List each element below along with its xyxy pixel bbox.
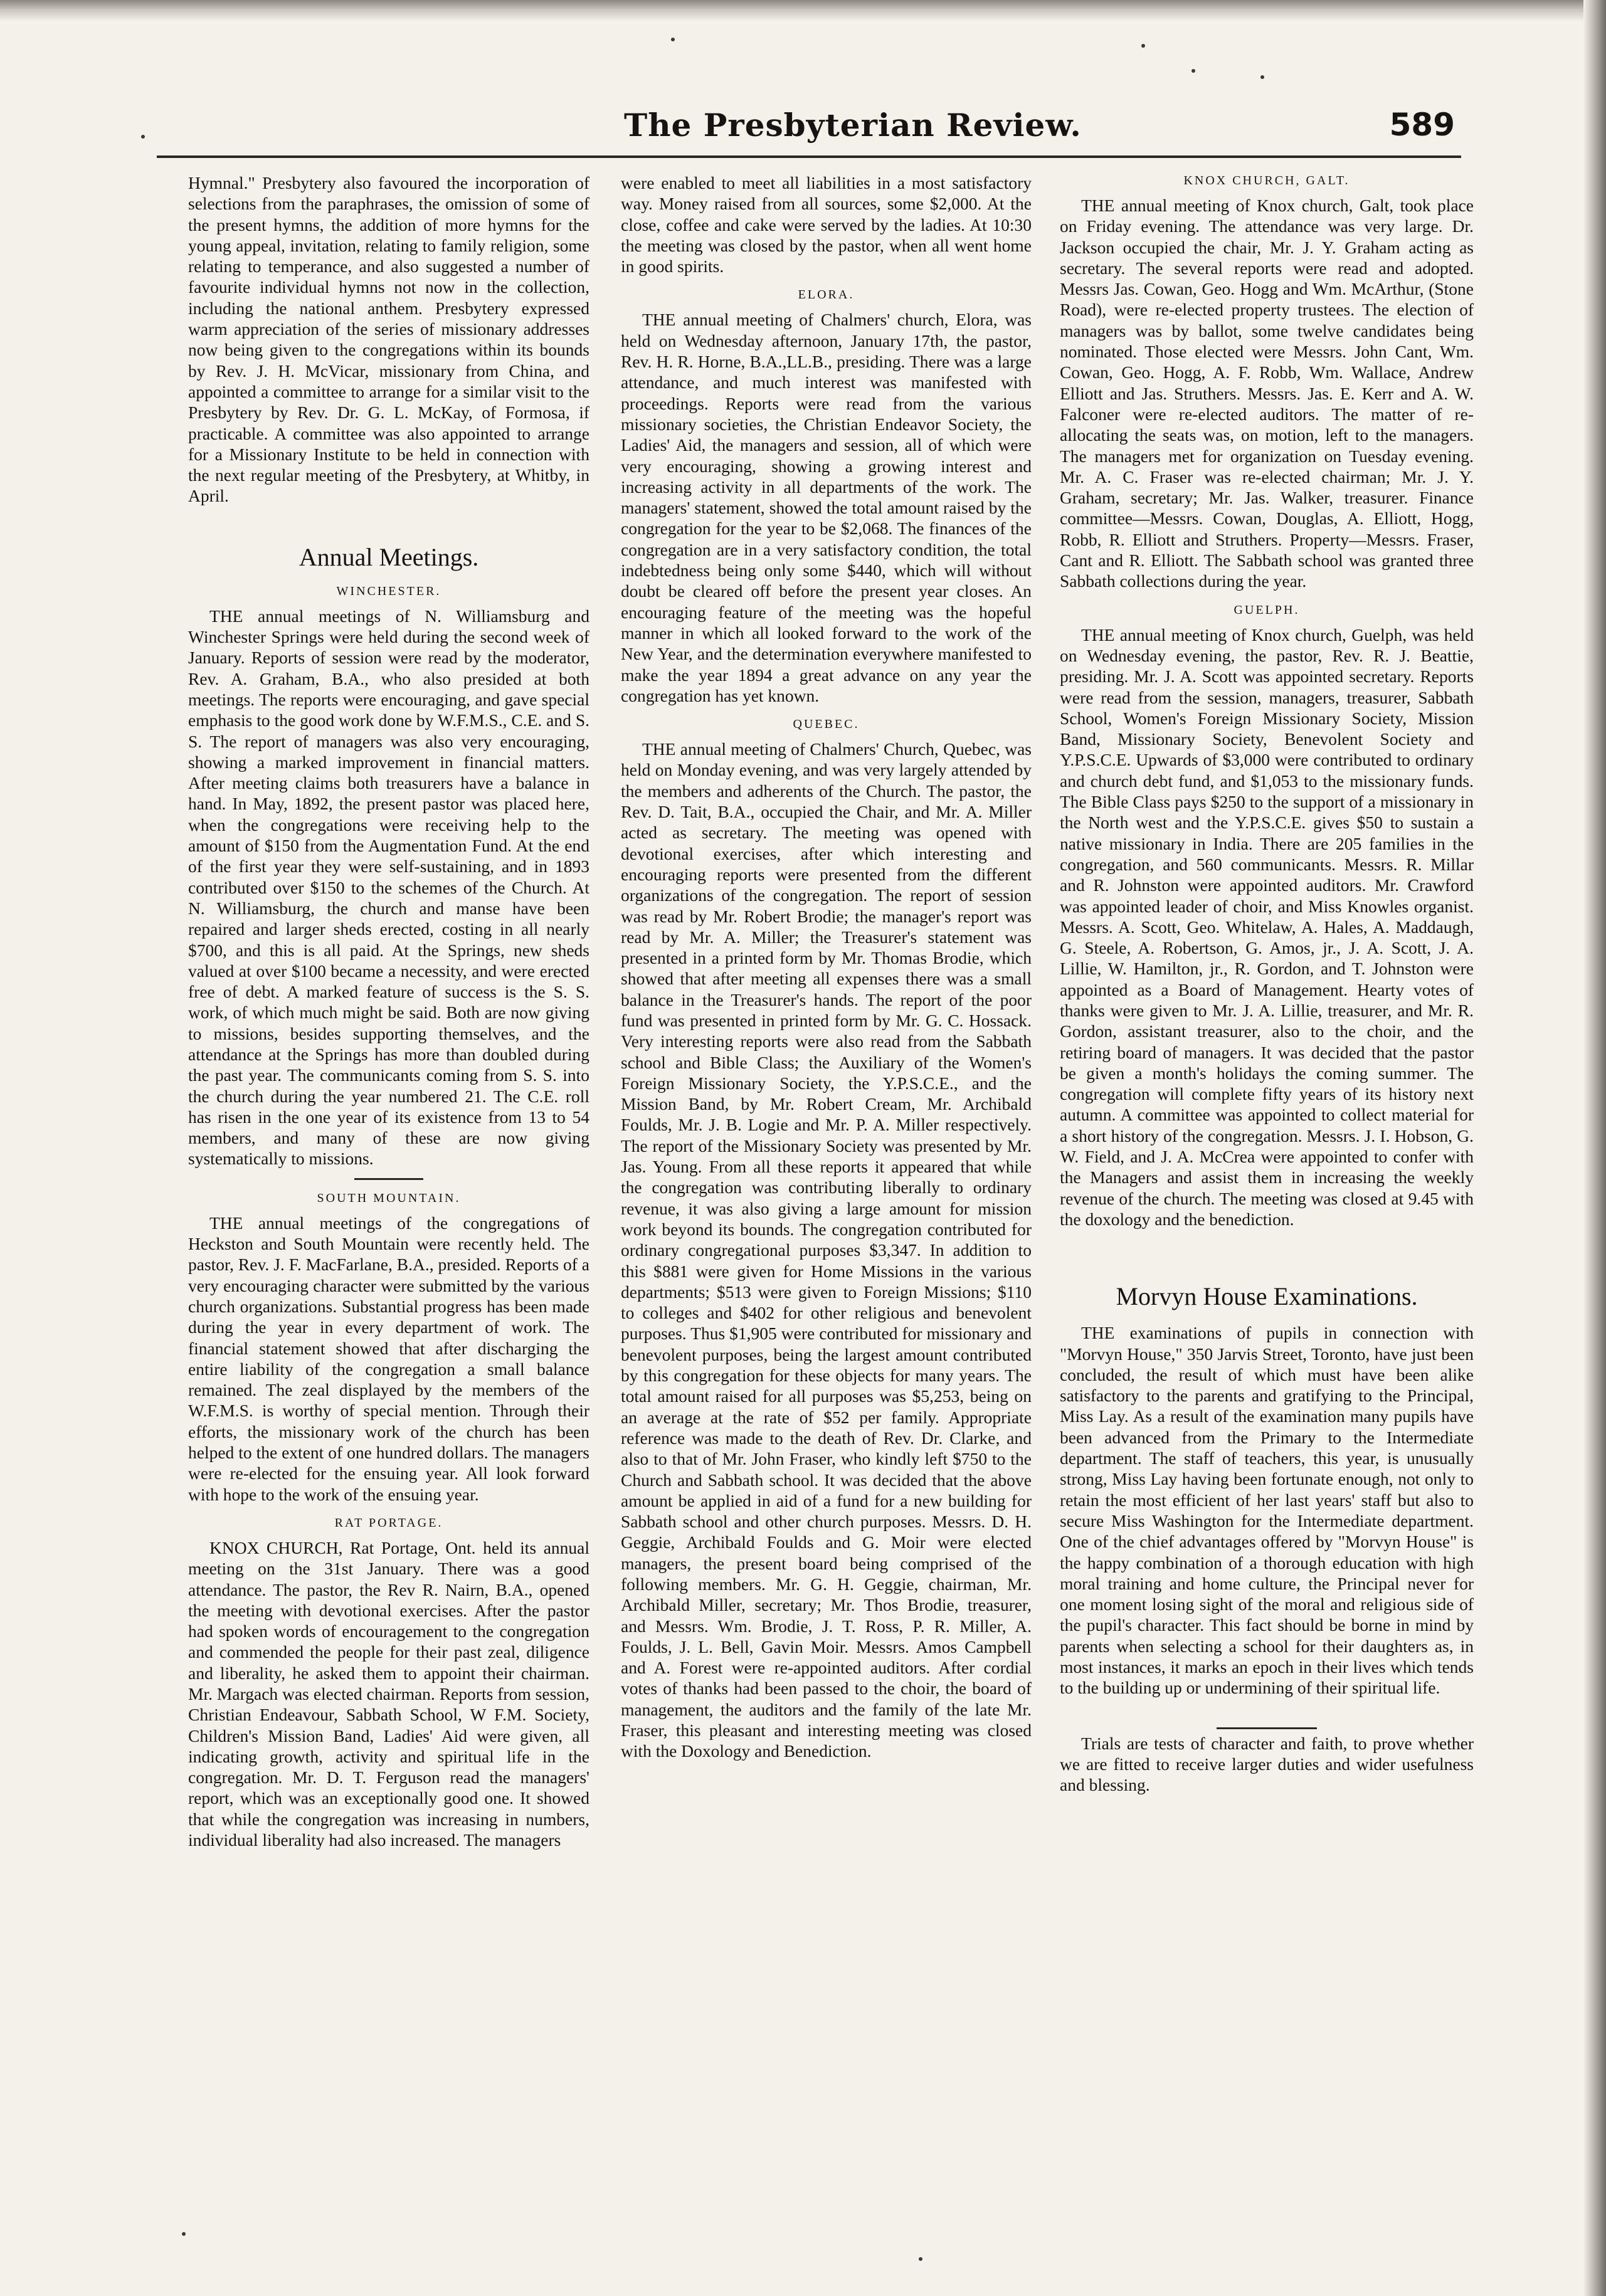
subhead-guelph: GUELPH. [1234, 603, 1300, 617]
presbytery-continuation: Hymnal." Presbytery also favoured the incorporation of selections from the paraphrases, the omission of some of the present hymns, the addition of more hymns for the young appeal, invitation, relating to family religion, some relating to temperance, and also suggested a number of favourite individual hymns not now in the collection, including the national anthem. Presbytery expressed warm appreciation of the series of missionary addresses now being given to the congregations within its bounds by Rev. J. H. McVicar, missionary from China, and appointed a committee to arrange for a similar visit to the Presbytery by Rev. Dr. G. L. McKay, of Formosa, if practicable. A committee was also appointed to arrange for a Missionary Institute to be held in connection with the next regular meeting of the Presbytery, at Whitby, in April. [188, 173, 589, 506]
page-title: The Presbyterian Review. [624, 107, 1082, 144]
ink-speck [919, 2257, 922, 2261]
article-south-mountain: THE annual meetings of the congregations of Heckston and South Mountain were recently held. The pastor, Rev. J. F. MacFarlane, B.A., presided. Reports of a very encouraging character were submitted by the various church organizations. Substantial progress has been made during the year in every department of work. The financial statement showed that after discharging the entire liability of the congregation a small balance remained. The zeal displayed by the members of the W.F.M.S. is worthy of special mention. Through their efforts, the missionary work of the church has been helped to the extent of one hundred dollars. The managers were re-elected for the ensuing year. All look forward with hope to the work of the ensuing year. [188, 1213, 589, 1504]
section-title-annual-meetings: Annual Meetings. [298, 542, 479, 571]
column-middle [621, 172, 1032, 1762]
article-guelph: THE annual meeting of Knox church, Guelph, was held on Wednesday evening, the pastor, Rev. R. J. Beattie, presiding. Mr. J. A. Scott was appointed secretary. Reports were read from the session, managers, treasurer, Sabbath School, Women's Foreign Missionary Society, Mission Band, Missionary Society, Benevolent Society and Y.P.S.C.E. Upwards of $3,000 were contributed to ordinary and church debt fund, and $1,053 to the missionary funds. The Bible Class pays $250 to the support of a missionary in the North west and the Y.P.S.C.E. gives $50 to sustain a native missionary in India. There are 205 families in the congregation, and 560 communicants. Messrs. R. Millar and R. Johnston were appointed auditors. Mr. Crawford was appointed leader of choir, and Miss Knowles organist. Messrs. A. Scott, Geo. Whitelaw, A. Hales, A. Maddaugh, G. Steele, A. Robertson, G. Amos, jr., J. A. Scott, J. A. Lillie, W. Hamilton, jr., R. Gordon, and T. Johnston were appointed as a Board of Management. Hearty votes of thanks were given to Mr. J. A. Lillie, treasurer, and Mr. R. Gordon, assistant treasurer, also to the choir, and the retiring board of managers. It was decided that the pastor be given a month's holidays the coming summer. The congregation will complete fifty years of its history next autumn. A committee was appointed to collect material for a short history of the congregation. Messrs. J. I. Hobson, G. W. Field, and J. A. McCrea were appointed to confer with the Managers and assist them in increasing the weekly revenue of the church. The meeting was closed at 9.45 with the doxology and the benediction. [1060, 624, 1474, 1229]
scan-edge-right [1583, 0, 1606, 2296]
closing-quote: Trials are tests of character and faith, to prove whether we are fitted to receive larger duties and wider usefulness and blessing. [1060, 1733, 1474, 1795]
header-rule [157, 155, 1461, 158]
subhead-winchester: WINCHESTER. [336, 584, 441, 598]
ink-speck [671, 38, 675, 41]
ink-speck [1260, 75, 1264, 79]
subhead-south-mountain: SOUTH MOUNTAIN. [317, 1191, 461, 1205]
ink-speck [1141, 44, 1145, 48]
section-divider [354, 1178, 423, 1180]
article-quebec: THE annual meeting of Chalmers' Church, Quebec, was held on Monday evening, and was very largely attended by the members and adherents of the Church. The pastor, the Rev. D. Tait, B.A., occupied the Chair, and Mr. A. Miller acted as secretary. The meeting was opened with devotional exercises, after which interesting and encouraging reports were presented from the different organizations of the congregation. The report of session was read by Mr. Robert Brodie; the manager's report was read by Mr. A. Miller; the Treasurer's statement was presented in a printed form by Mr. Thomas Brodie, which showed that after meeting all expenses there was a small balance in the Treasurer's hands. The report of the poor fund was presented in printed form by Mr. G. C. Hossack. Very interesting reports were also read from the Sabbath school and Bible Class; the Auxiliary of the Women's Foreign Missionary Society, the Y.P.S.C.E., and the Mission Band, by Mr. Robert Cream, Mr. Archibald Foulds, Mr. J. B. Logie and Mr. P. A. Miller respectively. The report of the Missionary Society was presented by Mr. Jas. Young. From all these reports it appeared that while the congregation was contributing liberally to ordinary revenue, it was also giving a large amount for mission work beyond its bounds. The congregation contributed for ordinary congregational purposes $3,347. In addition to this $881 were given for Home Missions in the various departments; $513 were given to Foreign Missions; $110 to colleges and $402 for other religious and benevolent purposes. Thus $1,905 were contributed for missionary and benevolent purposes, being the largest amount contributed by this congregation for these objects for many years. The total amount raised for all purposes was $5,253, being on an average at the rate of $52 per family. Appropriate reference was made to the death of Rev. Dr. Clarke, and also to that of Mr. John Fraser, who kindly left $750 to the Church and Sabbath school. It was decided that the above amount be applied in aid of a fund for a new building for Sabbath school and other church purposes. Messrs. D. H. Geggie, Archibald Foulds and G. Moir were elected managers, the present board being comprised of the following members. Mr. G. H. Geggie, chairman, Mr. Archibald Miller, secretary; Mr. Thos Brodie, treasurer, and Messrs. Wm. Brodie, J. T. Ross, P. R. Miller, A. Foulds, J. L. Bell, Gavin Moir. Messrs. Amos Campbell and A. Forest were re-appointed auditors. After cordial votes of thanks had been passed to the choir, the board of management, the auditors and the family of the late Mr. Fraser, this pleasant and interesting meeting was closed with the Doxology and Benediction. [621, 739, 1032, 1761]
subhead-quebec: QUEBEC. [793, 717, 860, 732]
article-winchester: THE annual meetings of N. Williamsburg and Winchester Springs were held during the second week of January. Reports of session were read by the moderator, Rev. A. Graham, B.A., who also presided at both meetings. The reports were encouraging, and gave special emphasis to the good work done by W.F.M.S., C.E. and S. S. The report of managers was also very encouraging, showing a marked improvement in financial matters. After meeting claims both treasurers have a balance in hand. In May, 1892, the present pastor was placed here, when the congregations were receiving help to the amount of $150 from the Augmentation Fund. At the end of the first year they were self-sustaining, and in 1893 contributed over $150 to the schemes of the Church. At N. Williamsburg, the church and manse have been repaired and larger sheds erected, costing in all nearly $700, and this is all paid. At the Springs, new sheds valued at over $100 became a necessity, and were erected free of debt. A marked feature of success is the S. S. work, of which much might be said. Both are now giving to missions, besides supporting themselves, and the attendance at the Springs has more than doubled during the past year. The communicants coming from S. S. into the church during the year numbered 21. The C.E. roll has risen in the one year of its existence from 13 to 54 members, and many of these are now giving systematically to missions. [188, 606, 589, 1169]
ink-speck [141, 135, 145, 139]
column-left [188, 172, 589, 1850]
article-elora: THE annual meeting of Chalmers' church, Elora, was held on Wednesday afternoon, January 17th, the pastor, Rev. H. R. Horne, B.A.,LL.B., presiding. There was a large attendance, and much interest was manifested with proceedings. Reports were read from the various missionary societies, the Christian Endeavor Society, the Ladies' Aid, the managers and session, all of which were very encouraging, showing a growing interest and increasing activity in all departments of the work. The managers' statement, showed the total amount raised by the congregation for the year to be $2,068. The finances of the congregation are in a very satisfactory condition, the total indebtedness being only some $440, which will without doubt be cleared off before the present year closes. An encouraging feature of the meeting was the hopeful manner in which all looked forward to the work of the New Year, and the determination everywhere manifested to make the year 1894 a great advance on any year the congregation has yet known. [621, 310, 1032, 705]
subhead-knox-galt: KNOX CHURCH, GALT. [1183, 174, 1350, 187]
column-right [1060, 172, 1474, 1795]
article-morvyn-house: THE examinations of pupils in connection with "Morvyn House," 350 Jarvis Street, Toronto, have just been concluded, the result of which must have been alike satisfactory to the parents and gratifying to the Principal, Miss Lay. As a result of the examination many pupils have been advanced from the Primary to the Intermediate department. The staff of teachers, this year, is unusually strong, Miss Lay having been fortunate enough, not only to retain the most efficient of her last years' staff but also to secure Miss Washington for the Intermediate department. One of the chief advantages offered by "Morvyn House" is the happy combination of a thorough education with high moral training and home culture, the Principal never for one moment losing sight of the moral and religious side of the pupil's character. This fact should be borne in mind by parents when selecting a school for their daughters as, in most instances, it marks an epoch in their lives which tends to the building up or undermining of their spiritual life. [1060, 1323, 1474, 1698]
rat-portage-continuation: were enabled to meet all liabilities in a most satisfactory way. Money raised from all sources, some $2,000. At the close, coffee and cake were served by the ladies. At 10:30 the meeting was closed by the pastor, when all went home in good spirits. [621, 173, 1032, 276]
section-divider [1217, 1727, 1317, 1729]
page-number: 589 [1389, 107, 1455, 143]
scan-edge-top [0, 0, 1606, 21]
page-header [176, 107, 1455, 157]
subhead-elora: ELORA. [798, 288, 855, 302]
column-gap [1060, 1230, 1474, 1282]
subhead-rat-portage: RAT PORTAGE. [334, 1515, 443, 1530]
article-rat-portage: KNOX CHURCH, Rat Portage, Ont. held its annual meeting on the 31st January. There was a good attendance. The pastor, the Rev R. Nairn, B.A., opened the meeting with devotional exercises. After the pastor had spoken words of encouragement to the congregation and commended the people for their past zeal, diligence and liberality, he asked them to appoint their chairman. Mr. Margach was elected chairman. Reports from session, Christian Endeavour, Sabbath School, W F.M. Society, Children's Mission Band, Ladies' Aid were given, all indicating growth, activity and spiritual life in the congregation. Mr. D. T. Ferguson read the managers' report, which was an exceptionally good one. It showed that while the congregation was increasing in numbers, individual liberality had also increased. The managers [188, 1537, 589, 1850]
ink-speck [1191, 69, 1195, 73]
ink-speck [182, 2232, 186, 2236]
section-title-morvyn-house: Morvyn House Examinations. [1116, 1282, 1418, 1311]
article-knox-galt: THE annual meeting of Knox church, Galt, took place on Friday evening. The attendance was very large. Dr. Jackson occupied the chair, Mr. J. Y. Graham acting as secretary. The several reports were read and adopted. Messrs Jas. Cowan, Geo. Hogg and Wm. McArthur, (Stone Road), were re-elected property trustees. The election of managers was by ballot, some twelve candidates being nominated. Those elected were Messrs. John Cant, Wm. Cowan, Geo. Hogg, A. F. Robb, Wm. Wallace, Andrew Elliott and Jas. Struthers. Messrs. Jas. E. Kerr and A. W. Falconer were re-elected auditors. The matter of re-allocating the seats was, on motion, left to the managers. The managers met for organization on Tuesday evening. Mr. A. C. Fraser was re-elected chairman; Mr. J. Y. Graham, secretary; Mr. Jas. Walker, treasurer. Finance committee—Messrs. Cowan, Douglas, A. Elliott, Hogg, Robb, R. Elliott and Struthers. Property—Messrs. Fraser, Cant and R. Elliott. The Sabbath school was granted three Sabbath collections during the year. [1060, 196, 1474, 591]
